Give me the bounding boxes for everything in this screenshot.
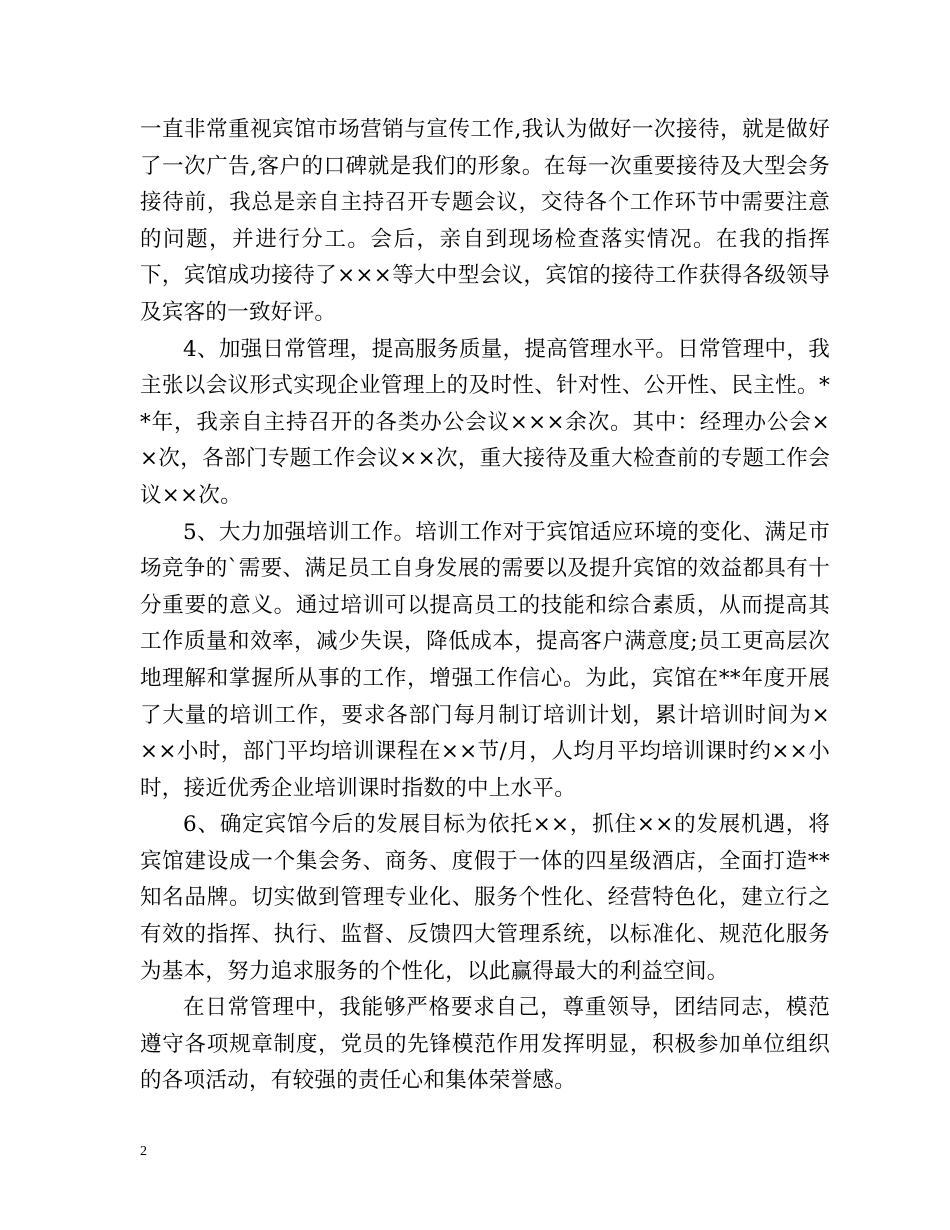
paragraph-item-4: 4、加强日常管理，提高服务质量，提高管理水平。日常管理中，我主张以会议形式实现企业管理上的及时性、针对性、公开性、民主性。**年，我亲自主持召开的各类办公会议×××余次。其中：经理办公会××次，各部门专题工作会议××次，重大接待及重大检查前的专题工作会议××次。: [140, 336, 830, 508]
paragraph-closing: 在日常管理中，我能够严格要求自己，尊重领导，团结同志，模范遵守各项规章制度，党员的先锋模范作用发挥明显，积极参加单位组织的各项活动，有较强的责任心和集体荣誉感。: [140, 995, 830, 1094]
paragraph-continued: 一直非常重视宾馆市场营销与宣传工作,我认为做好一次接待，就是做好了一次广告,客户的口碑就是我们的形象。在每一次重要接待及大型会务接待前，我总是亲自主持召开专题会议，交待各个工作环节中需要注意的问题，并进行分工。会后，亲自到现场检查落实情况。在我的指挥下，宾馆成功接待了×××等大中型会议，宾馆的接待工作获得各级领导及宾客的一致好评。: [140, 117, 830, 325]
paragraph-item-5: 5、大力加强培训工作。培训工作对于宾馆适应环境的变化、满足市场竞争的`需要、满足员工自身发展的需要以及提升宾馆的效益都具有十分重要的意义。通过培训可以提高员工的技能和综合素质，从而提高其工作质量和效率，减少失误，降低成本，提高客户满意度;员工更高层次地理解和掌握所从事的工作，增强工作信心。为此，宾馆在**年度开展了大量的培训工作，要求各部门每月制订培训计划，累计培训时间为×××小时，部门平均培训课程在××节/月，人均月平均培训课时约××小时，接近优秀企业培训课时指数的中上水平。: [140, 519, 830, 801]
document-body: [140, 112, 830, 1100]
page-number: 2: [140, 1144, 147, 1159]
paragraph-item-6: 6、确定宾馆今后的发展目标为依托××，抓住××的发展机遇，将宾馆建设成一个集会务、商务、度假于一体的四星级酒店，全面打造**知名品牌。切实做到管理专业化、服务个性化、经营特色化，建立行之有效的指挥、执行、监督、反馈四大管理系统，以标准化、规范化服务为基本，努力追求服务的个性化，以此赢得最大的利益空间。: [140, 812, 830, 984]
